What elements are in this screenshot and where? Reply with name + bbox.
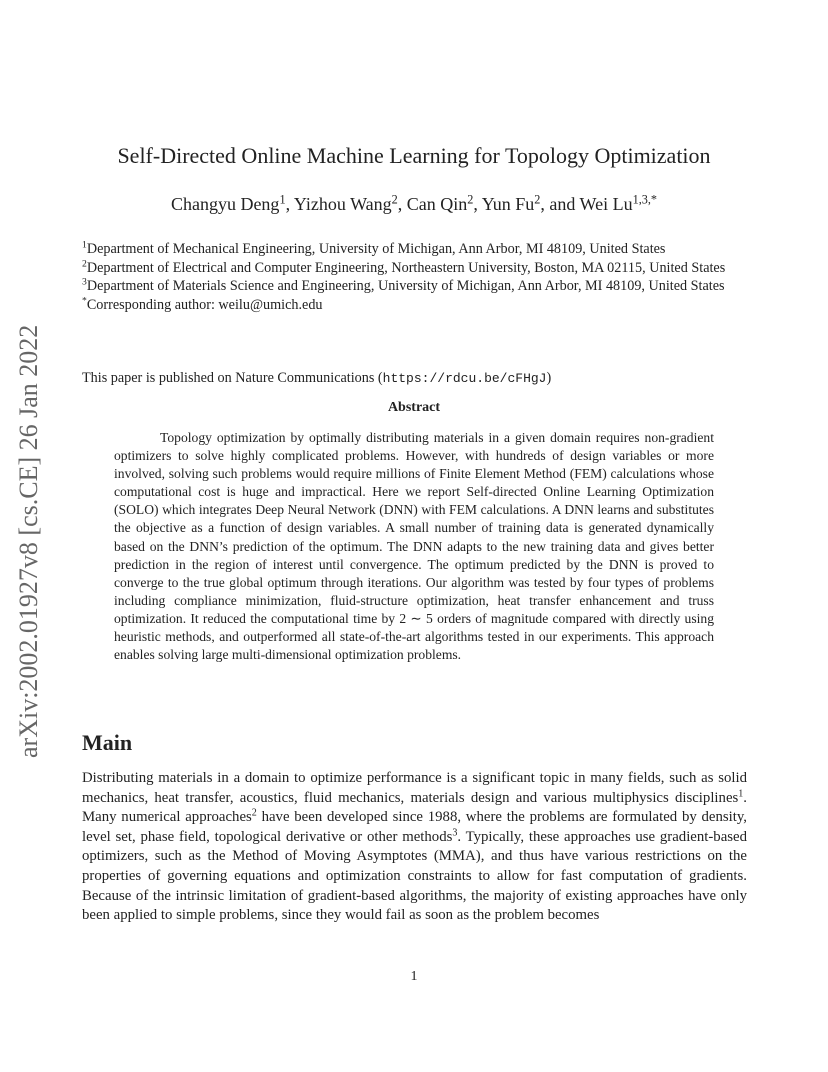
affiliation-line — [82, 277, 752, 296]
author-affiliation-marker: 2 — [467, 192, 474, 207]
affiliation-line — [82, 259, 752, 278]
paper-title: Self-Directed Online Machine Learning for Topology Optimization — [117, 143, 711, 168]
publication-link[interactable]: https://rdcu.be/cFHgJ — [382, 371, 547, 386]
arxiv-sidebar-stamp: arXiv:2002.01927v8 [cs.CE] 26 Jan 2022 — [14, 324, 43, 758]
citation-marker[interactable]: 1 — [738, 788, 744, 800]
affiliation-marker: 1 — [82, 239, 87, 251]
affiliation-marker: 3 — [82, 276, 87, 288]
affiliations — [82, 240, 752, 314]
abstract-heading: Abstract — [387, 400, 441, 415]
main-body-paragraph — [82, 769, 747, 926]
author-separator: , — [397, 194, 407, 214]
citation-marker[interactable]: 3 — [452, 827, 458, 839]
publication-note — [82, 370, 752, 387]
author-name: Changyu Deng — [170, 194, 280, 214]
body-text-segment: . Many numerical approaches — [82, 789, 747, 826]
affiliation-line — [82, 296, 752, 315]
body-text-segment: Distributing materials in a domain to optimize performance is a significant topic in many fields, such as solid mechanics, heat transfer, acoustics, fluid mechanics, materials design and various multiphysics disciplines — [82, 770, 747, 806]
affiliation-text: Corresponding author: weilu@umich.edu — [86, 296, 323, 313]
author-separator: , — [285, 194, 294, 214]
affiliation-line — [82, 240, 752, 259]
affiliation-marker: * — [82, 295, 87, 307]
author-name: Can Qin — [406, 194, 468, 214]
citation-marker[interactable]: 2 — [251, 807, 257, 819]
author-name: Yizhou Wang — [293, 194, 392, 214]
author-separator: , — [473, 194, 482, 214]
author-name: Wei Lu — [579, 194, 633, 214]
author-list — [0, 194, 828, 215]
affiliation-text: Department of Materials Science and Engineering, University of Michigan, Ann Arbor, MI 48109, United States — [86, 278, 725, 294]
author-affiliation-marker: 2 — [391, 192, 398, 207]
body-text-segment: have been developed since 1988, where the problems are formulated by density, level set, phase field, topological derivative or other methods — [82, 809, 747, 845]
affiliation-marker: 2 — [82, 258, 87, 270]
publication-suffix: ) — [546, 370, 552, 386]
author-affiliation-marker: 1,3,* — [632, 192, 658, 207]
publication-prefix: This paper is published on Nature Communications ( — [82, 370, 383, 386]
page-number: 1 — [410, 969, 418, 984]
body-text-segment: . Typically, these approaches use gradient-based optimizers, such as the Method of Moving Asymptotes (MMA), and thus have various restrictions on the properties of governing equations and optimization constraints to allow for fast computation of gradients. Because of the intrinsic limitation of gradient-based algorithms, the majority of existing approaches have only been applied to simple problems, since they would fail as soon as the problem becomes — [82, 828, 747, 924]
author-affiliation-marker: 1 — [279, 192, 286, 207]
abstract-text: Topology optimization by optimally distributing materials in a given domain requires non-gradient optimizers to solve highly complicated problems. However, with hundreds of design variables or more involved, solving such problems would require millions of Finite Element Method (FEM) calculations whose computational cost is huge and impractical. Here we report Self-directed Online Learning Optimization (SOLO) which integrates Deep Neural Network (DNN) with FEM calculations. A DNN learns and substitutes the objective as a function of design variables. A small number of training data is generated dynamically based on the DNN’s prediction of the optimum. The DNN adapts to the new training data and gives better prediction in the region of interest until convergence. The optimum predicted by the DNN is proved to converge to the true global optimum through iterations. Our algorithm was tested by four types of problems including compliance minimization, fluid-structure optimization, heat transfer enhancement and truss optimization. It reduced the computational time by 2 ∼ 5 orders of magnitude compared with directly using heuristic methods, and outperformed all state-of-the-art algorithms tested in our experiments. This approach enables solving large multi-dimensional optimization problems. — [114, 430, 714, 663]
author-name: Yun Fu — [481, 194, 535, 214]
author-affiliation-marker: 2 — [534, 192, 541, 207]
section-heading-main: Main — [82, 730, 133, 755]
author-separator: , and — [540, 194, 580, 214]
affiliation-text: Department of Mechanical Engineering, University of Michigan, Ann Arbor, MI 48109, United States — [86, 241, 666, 257]
affiliation-text: Department of Electrical and Computer Engineering, Northeastern University, Boston, MA 02115, United States — [86, 259, 726, 276]
